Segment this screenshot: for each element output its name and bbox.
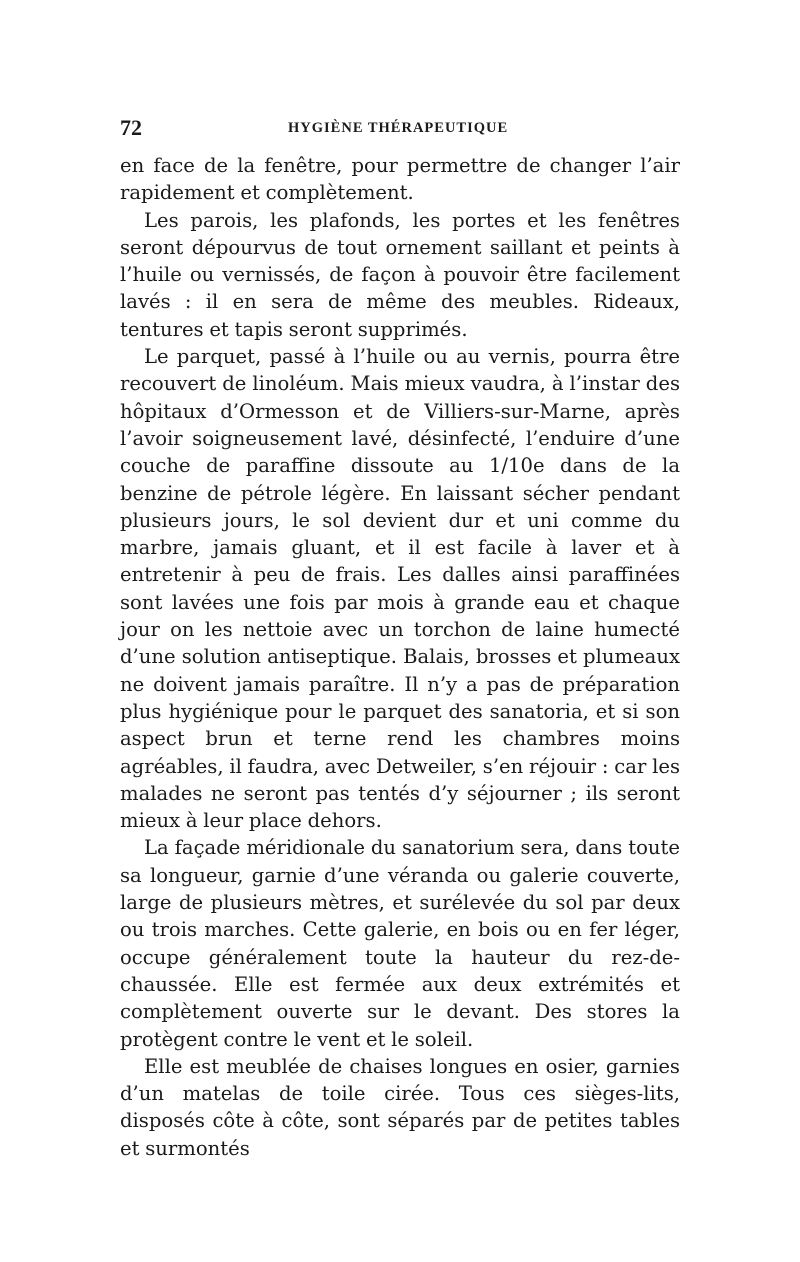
paragraph-walls: Les parois, les plafonds, les portes et les fenêtres seront dépourvus de tout ornement saillant et peints à l’huile ou vernissés, de façon à pouvoir être facilement lavés : il en sera de même des meubles. Rideaux, tentures et tapis seront supprimés. (120, 208, 680, 341)
paragraph-furniture: Elle est meublée de chaises longues en osier, garnies d’un matelas de toile cirée. Tous ces sièges-lits, disposés côte à côte, sont séparés par de petites tables et surmontés (120, 1054, 680, 1160)
paragraph-continuation: en face de la fenêtre, pour permettre de changer l’air rapidement et complètement. (120, 154, 680, 205)
page-number: 72 (120, 115, 142, 140)
paragraph-parquet: Le parquet, passé à l’huile ou au vernis, pourra être recouvert de linoléum. Mais mieux vaudra, à l’instar des hôpitaux d’Ormesson et de Villiers-sur-Marne, après l’avoir soigneusement lavé, désinfecté, l’enduire d’une couche de paraffine dissoute au 1/10e dans de la benzine de pétrole légère. En laissant sécher pendant plusieurs jours, le sol devient dur et uni comme du marbre, jamais gluant, et il est facile à laver et à entretenir à peu de frais. Les dalles ainsi paraffinées sont lavées une fois par mois à grande eau et chaque jour on les nettoie avec un torchon de laine humecté d’une solution antiseptique. Balais, brosses et plumeaux ne doivent jamais paraître. Il n’y a pas de préparation plus hygiénique pour le parquet des sanatoria, et si son aspect brun et terne rend les chambres moins agréables, il faudra, avec Detweiler, s’en réjouir : car les malades ne seront pas tentés d’y séjourner ; ils seront mieux à leur place dehors. (120, 345, 680, 833)
running-title: HYGIÈNE THÉRAPEUTIQUE (288, 120, 509, 136)
paragraph-facade: La façade méridionale du sanatorium sera, dans toute sa longueur, garnie d’une véranda ou galerie couverte, large de plusieurs mètres, et surélevée du sol par deux ou trois marches. Cette galerie, en bois ou en fer léger, occupe généralement toute la hauteur du rez-de-chaussée. Elle est fermée aux deux extrémités et complètement ouverte sur le devant. Des stores la protègent contre le vent et le soleil. (120, 836, 680, 1051)
body-text (120, 152, 680, 1162)
running-head (120, 114, 680, 142)
